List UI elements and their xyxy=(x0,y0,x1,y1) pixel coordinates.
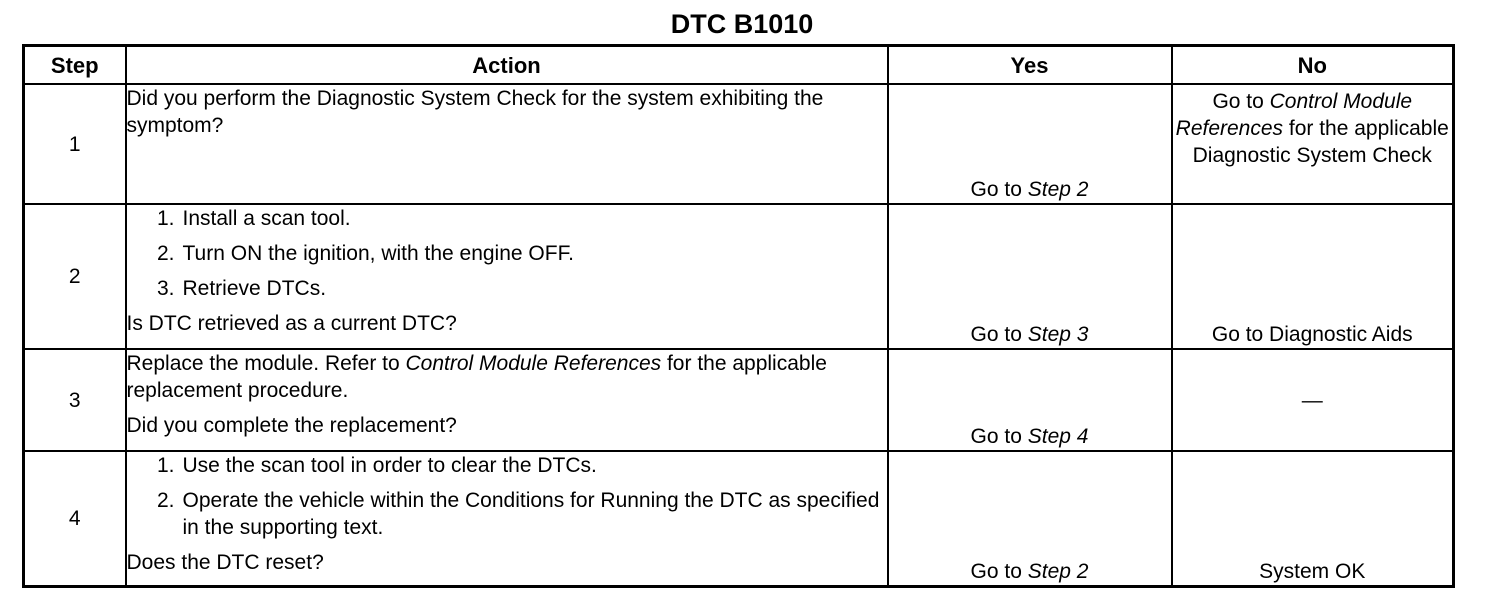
list-item: 1. Install a scan tool. xyxy=(156,207,351,230)
yes-prefix: Go to xyxy=(970,323,1028,346)
yes-cell xyxy=(888,204,1172,349)
action-question: Is DTC retrieved as a current DTC? xyxy=(126,312,457,335)
action-text: Replace the module. Refer to Control Module References for the applicable replacement procedure. xyxy=(126,352,827,402)
no-cell: Go to Diagnostic Aids xyxy=(1172,204,1454,349)
step-reference: Step 4 xyxy=(1027,425,1089,448)
yes-cell xyxy=(888,349,1172,451)
no-suffix: for the applicable Diagnostic System Check xyxy=(1192,117,1449,167)
no-cell xyxy=(1172,84,1454,204)
action-text: Did you perform the Diagnostic System Check for the system exhibiting the symptom? xyxy=(126,87,824,137)
header-yes: Yes xyxy=(888,46,1172,85)
module-reference: Control Module References xyxy=(405,352,662,375)
step-reference: Step 3 xyxy=(1027,323,1089,346)
header-no: No xyxy=(1172,46,1454,85)
step-number: 1 xyxy=(24,84,126,204)
table-row-step-3 xyxy=(24,349,1454,451)
yes-prefix: Go to xyxy=(970,178,1028,201)
list-item: 3. Retrieve DTCs. xyxy=(156,277,327,300)
step-reference: Step 2 xyxy=(1027,178,1089,201)
step-number: 4 xyxy=(24,451,126,586)
no-cell: System OK xyxy=(1172,451,1454,586)
action-question: Did you complete the replacement? xyxy=(126,414,457,437)
action-cell xyxy=(126,84,888,204)
action-cell xyxy=(126,349,888,451)
diagnostic-table xyxy=(22,44,1455,588)
step-number: 2 xyxy=(24,204,126,349)
list-item: 1. Use the scan tool in order to clear the DTCs. xyxy=(156,454,597,477)
list-item: 2. Operate the vehicle within the Conditions for Running the DTC as specified in the supporting text. xyxy=(156,489,880,539)
step-reference: Step 2 xyxy=(1027,559,1089,583)
yes-prefix: Go to xyxy=(970,559,1028,583)
action-cell xyxy=(126,204,888,349)
action-cell xyxy=(126,451,888,586)
header-action: Action xyxy=(126,46,888,85)
table-row-step-1 xyxy=(24,84,1454,204)
no-prefix: Go to xyxy=(1212,90,1270,113)
module-reference: Control Module References xyxy=(1175,90,1413,140)
yes-cell xyxy=(888,451,1172,586)
step-number: 3 xyxy=(24,349,126,451)
table-row-step-4 xyxy=(24,451,1454,586)
no-cell: — xyxy=(1172,349,1454,451)
page-title: DTC B1010 xyxy=(670,9,814,39)
yes-prefix: Go to xyxy=(970,425,1028,448)
header-row xyxy=(24,46,1454,85)
yes-cell xyxy=(888,84,1172,204)
table-row-step-2 xyxy=(24,204,1454,349)
action-question: Does the DTC reset? xyxy=(126,551,324,574)
list-item: 2. Turn ON the ignition, with the engine OFF. xyxy=(156,242,574,265)
header-step: Step xyxy=(24,46,126,85)
